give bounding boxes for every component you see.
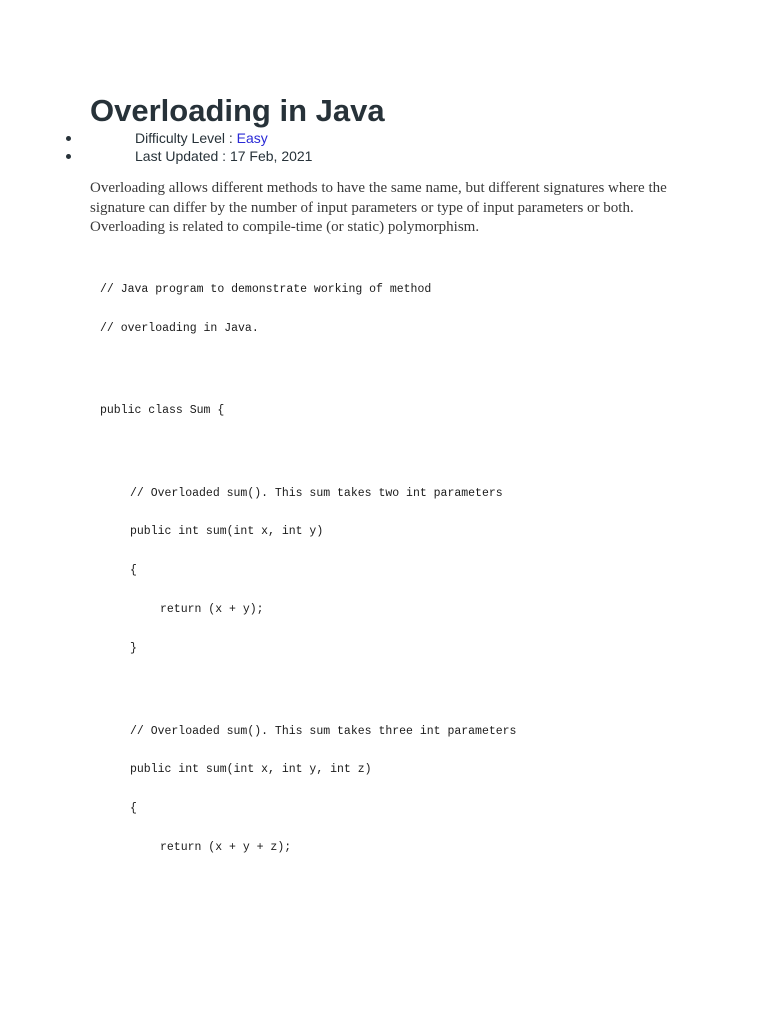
- code-class-declaration: public class Sum {: [100, 404, 225, 417]
- difficulty-link[interactable]: Easy: [236, 130, 268, 146]
- code-close-brace: }: [130, 642, 137, 655]
- code-comment-line: // Overloaded sum(). This sum takes three int parameters: [130, 725, 517, 738]
- code-comment-line: // overloading in Java.: [100, 322, 259, 335]
- page-title: Overloading in Java: [90, 93, 385, 128]
- bullet-icon: [66, 154, 71, 159]
- code-return-statement: return (x + y);: [160, 603, 264, 616]
- last-updated-date: 17 Feb, 2021: [229, 148, 313, 164]
- last-updated-label: Last Updated :: [135, 148, 230, 164]
- difficulty-label: Difficulty Level :: [135, 130, 237, 146]
- intro-paragraph: Overloading allows different methods to have the same name, but different signatures where the signature can differ by the number of input parameters or type of input parameters or both. Overloading is related to compile-time (or static) polymorphism.: [90, 180, 667, 236]
- code-open-brace: {: [130, 802, 137, 815]
- difficulty-text: [135, 129, 268, 147]
- code-open-brace: {: [130, 564, 137, 577]
- bullet-icon: [66, 136, 71, 141]
- last-updated-text: [135, 147, 312, 165]
- code-method-signature: public int sum(int x, int y): [130, 525, 324, 538]
- code-method-signature: public int sum(int x, int y, int z): [130, 763, 372, 776]
- code-comment-line: // Java program to demonstrate working of method: [100, 283, 432, 296]
- code-comment-line: // Overloaded sum(). This sum takes two int parameters: [130, 487, 503, 500]
- code-return-statement: return (x + y + z);: [160, 841, 292, 854]
